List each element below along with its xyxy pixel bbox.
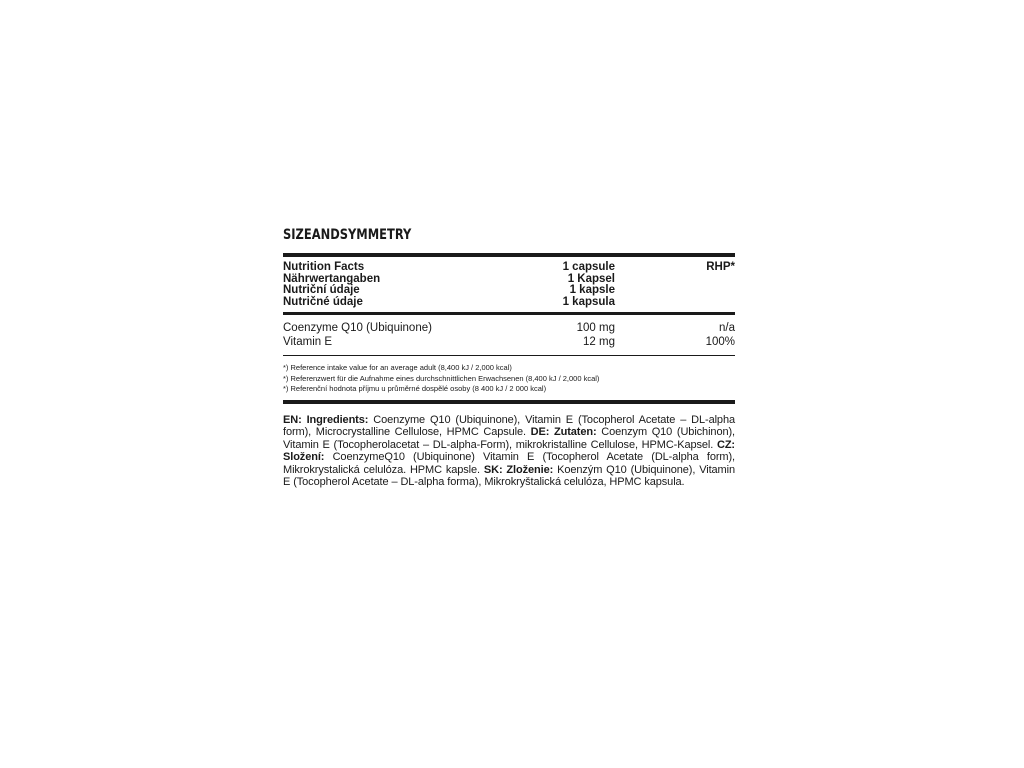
ingredients-en: Coenzyme Q10 (Ubiquinone), Vitamin E (Tocopherol Acetate – DL-alpha form), Microcrystalline Cellulose, HPMC Capsule. — [283, 413, 735, 439]
nutrient-row — [283, 335, 735, 349]
serving-de: 1 Kapsel — [567, 272, 615, 285]
serving-sizes — [483, 262, 615, 308]
serving-en: 1 capsule — [562, 261, 615, 273]
nutrient-rhp: n/a — [719, 322, 735, 334]
nutrient-name: Vitamin E — [283, 336, 333, 348]
ingredients-cz: CoenzymeQ10 (Ubiquinone) Vitamin E (Tocopherol Acetate (DL-alpha form), Mikrokrystalická celulóza. HPMC kapsle. — [283, 451, 735, 476]
bottom-rule — [283, 400, 735, 404]
nutrient-amount: 100 mg — [576, 322, 615, 334]
ingredients-cz-label: CZ: Složení: — [283, 438, 735, 464]
ingredients-text — [283, 414, 735, 490]
supplement-label — [283, 226, 735, 489]
ingredients-de-label: DE: Zutaten: — [530, 426, 597, 439]
facts-title-en: Nutrition Facts — [283, 261, 365, 273]
ingredients-sk: Koenzým Q10 (Ubiquinone), Vitamin E (Tocopherol Acetate – DL-alpha forma), Mikrokryštalická celulóza, HPMC kapsula. — [283, 463, 735, 489]
footnote-en: *) Reference intake value for an average adult (8,400 kJ / 2,000 kcal) — [283, 363, 512, 372]
footnote-cz: *) Referenční hodnota příjmu u průměrné dospělé osoby (8 400 kJ / 2 000 kcal) — [283, 384, 547, 393]
serving-sk: 1 kapsula — [562, 295, 615, 308]
rhp-header: RHP* — [706, 261, 735, 273]
nutrient-name: Coenzyme Q10 (Ubiquinone) — [283, 322, 432, 334]
facts-titles — [283, 262, 483, 308]
nutrition-facts-header — [283, 257, 735, 312]
footnote-de: *) Referenzwert für die Aufnahme eines durchschnittlichen Erwachsenen (8,400 kJ / 2,000 kcal) — [283, 373, 600, 383]
nutrient-amount: 12 mg — [583, 336, 615, 348]
serving-cz: 1 kapsle — [569, 284, 615, 296]
facts-title-cz: Nutriční údaje — [283, 284, 360, 296]
ingredients-de: Coenzym Q10 (Ubichinon), Vitamin E (Tocopherolacetat – DL-alpha-Form), mikrokristalline Cellulose, HPMC-Kapsel. — [283, 426, 735, 451]
ingredients-en-label: EN: Ingredients: — [283, 413, 369, 426]
nutrient-rhp: 100% — [705, 336, 735, 348]
facts-title-sk: Nutričné údaje — [283, 295, 363, 308]
facts-title-de: Nährwertangaben — [283, 272, 381, 285]
ingredients-sk-label: SK: Zloženie: — [483, 463, 554, 476]
nutrient-row — [283, 321, 735, 335]
brand-name: SIZEANDSYMMETRY — [283, 227, 412, 243]
footnotes — [283, 356, 735, 400]
nutrient-table — [283, 315, 735, 355]
